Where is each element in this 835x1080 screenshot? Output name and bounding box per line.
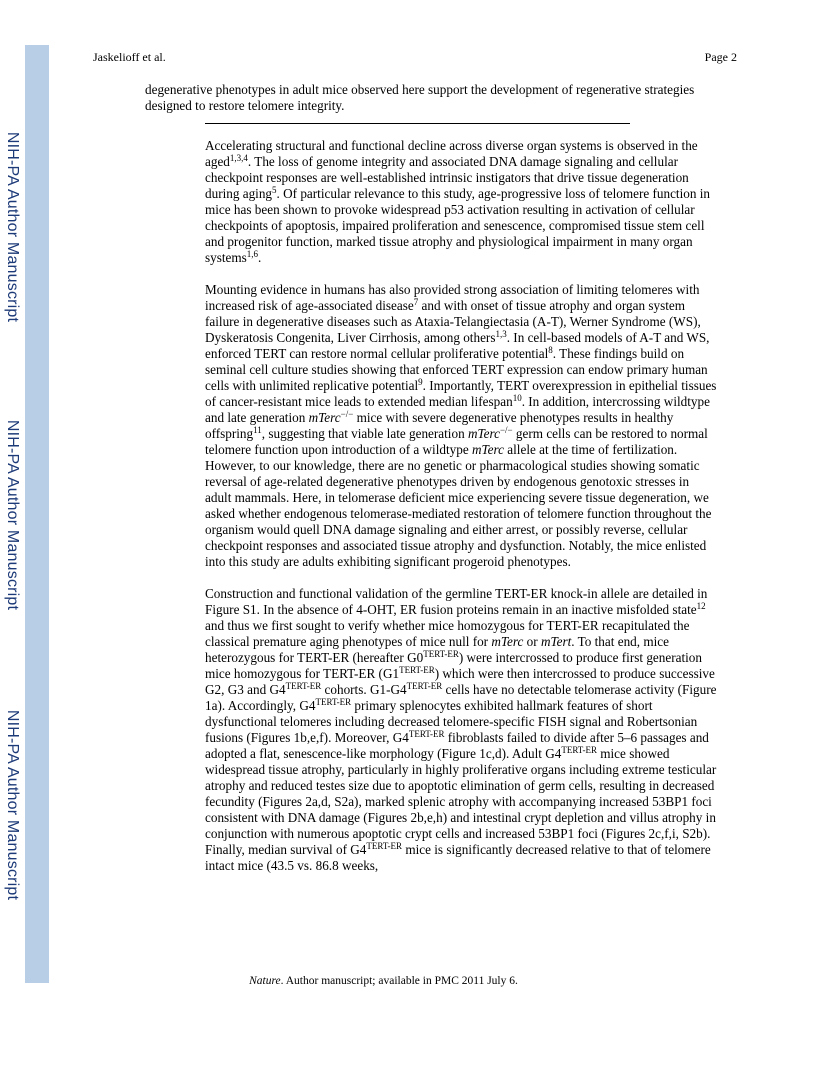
nih-manuscript-sidebar (25, 45, 49, 983)
section-divider (205, 123, 630, 124)
paragraph-2: Mounting evidence in humans has also provided strong association of limiting telomeres with increased risk of age-associated disease$^7$ and with onset of tissue atrophy and organ system failure in degenerative diseases such as Ataxia-Telangiectasia (A-T), Werner Syndrome (WS), Dyskeratosis Congenita, Liver Cirrhosis, among others$^{1,3}$. In cell-based models of A-T and WS, enforced TERT can restore normal cellular proliferative potential$^8$. These findings build on seminal cell culture studies showing that enforced TERT expression can endow primary human cells with unlimited replicative potential$^9$. Importantly, TERT overexpression in epithelial tissues of cancer-resistant mice leads to extended median lifespan$^{10}$. In addition, intercrossing wildtype and late generation mTerc−/− mice with severe degenerative phenotypes results in healthy offspring$^{11}$, suggesting that viable late generation mTerc−/− germ cells can be restored to normal telomere function upon introduction of a wildtype mTerc allele at the time of fertilization. However, to our knowledge, there are no genetic or pharmacological studies showing somatic reversal of age-related degenerative phenotypes driven by endogenous genotoxic stresses in adult mammals. Here, in telomerase deficient mice experiencing severe tissue degeneration, we asked whether endogenous telomerase-mediated restoration of telomere function throughout the organism would quell DNA damage signaling and either arrest, or possibly reverse, cellular checkpoint responses and associated tissue atrophy and dysfunction. Notably, the mice enlisted into this study are adults exhibiting significant progeroid phenotypes. (205, 282, 717, 569)
footer-note: . Author manuscript; available in PMC 2011 July 6. (280, 975, 518, 987)
running-header-author: Jaskelioff et al. (93, 50, 166, 64)
abstract-tail: degenerative phenotypes in adult mice observed here support the development of regenerative strategies designed to restore telomere integrity. (145, 82, 695, 113)
journal-name: Nature (249, 975, 281, 987)
body-text (205, 138, 717, 890)
page-footer (0, 975, 835, 987)
page-number: Page 2 (704, 50, 737, 64)
paragraph-1: Accelerating structural and functional decline across diverse organ systems is observed in the aged$^{1,3,4}$. The loss of genome integrity and associated DNA damage signaling and cellular checkpoint responses are well-established intrinsic instigators that drive tissue degeneration during aging$^5$. Of particular relevance to this study, age-progressive loss of telomere function in mice has been shown to provoke widespread p53 activation resulting in activation of cellular checkpoints of apoptosis, impaired proliferation and senescence, compromised tissue stem cell and progenitor function, marked tissue atrophy and physiological impairment in many organ systems$^{1,6}$. (205, 138, 710, 265)
paragraph-3: Construction and functional validation of the germline TERT-ER knock-in allele are detailed in Figure S1. In the absence of 4-OHT, ER fusion proteins remain in an inactive misfolded state$^{12}$ and thus we first sought to verify whether mice homozygous for TERT-ER recapitulated the classical premature aging phenotypes of mice null for mTerc or mTert. To that end, mice heterozygous for TERT-ER (hereafter $G0^{TERT-ER}$) were intercrossed to produce first generation mice homozygous for TERT-ER $(G1^{TERT-ER})$ which were then intercrossed to produce successive G2, G3 and $G4^{TERT-ER}$ cohorts. $G1-G4^{TERT-ER}$ cells have no detectable telomerase activity (Figure 1a). Accordingly, $G4^{TERT-ER}$ primary splenocytes exhibited hallmark features of short dysfunctional telomeres including decreased telomere-specific FISH signal and Robertsonian fusions (Figures 1b,e,f). Moreover, $G4^{TERT-ER}$ fibroblasts failed to divide after 5–6 passages and adopted a flat, senescence-like morphology (Figure 1c,d). Adult $G4^{TERT-ER}$ mice showed widespread tissue atrophy, particularly in highly proliferative organs including extreme testicular atrophy and reduced testes size due to apoptotic elimination of germ cells, resulting in decreased fecundity (Figures 2a,d, S2a), marked splenic atrophy with accompanying increased 53BP1 foci consistent with DNA damage (Figures 2b,e,h) and intestinal crypt depletion and villus atrophy in conjunction with numerous apoptotic crypt cells and increased 53BP1 foci (Figures 2c,f,i, S2b). Finally, median survival of $G4^{TERT-ER}$ mice is significantly decreased relative to that of telomere intact mice (43.5 vs. 86.8 weeks, (205, 586, 717, 873)
